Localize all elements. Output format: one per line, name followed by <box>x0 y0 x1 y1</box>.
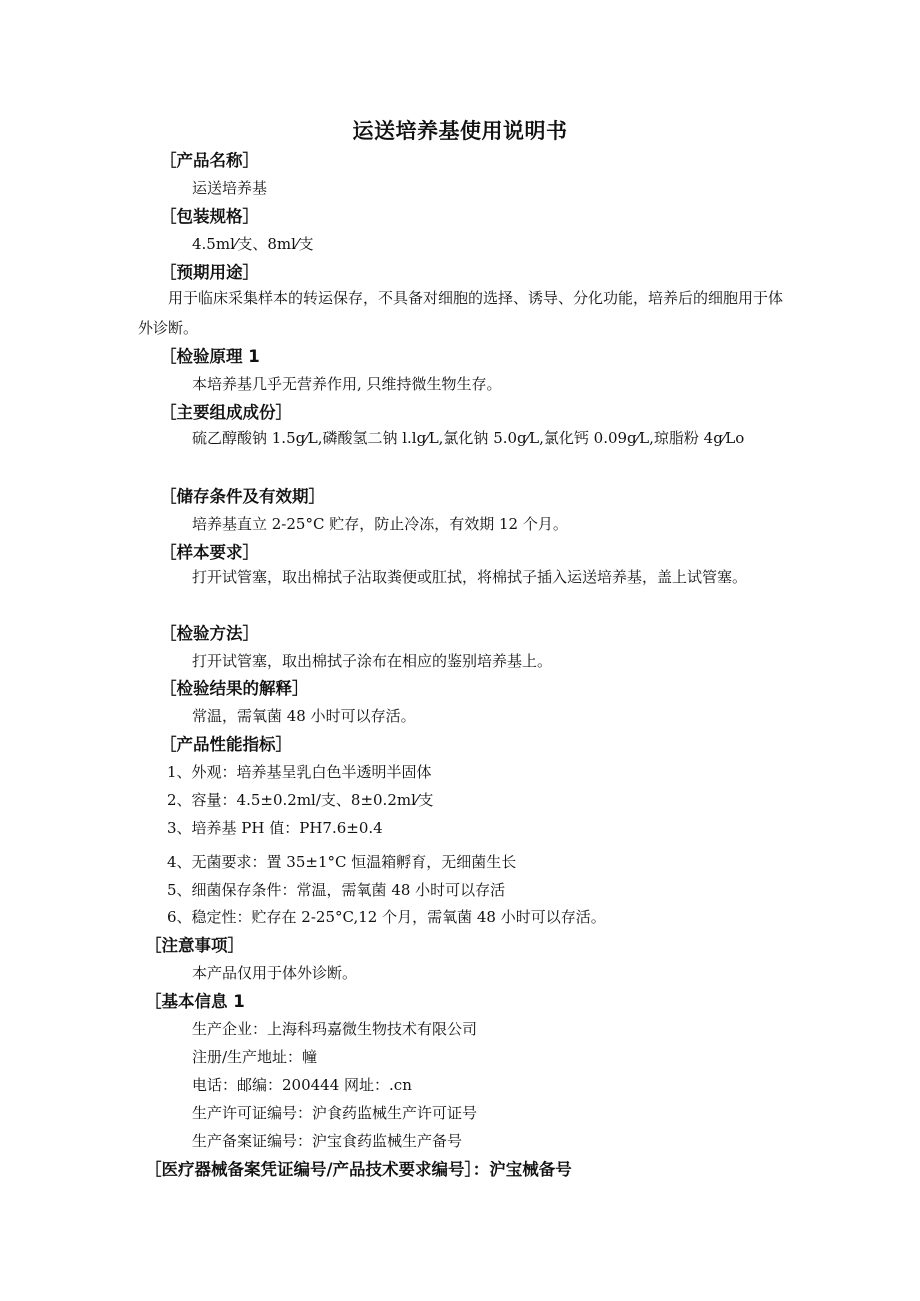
heading-package-spec: ［包装规格］ <box>160 207 259 226</box>
heading-intended-use: ［预期用途］ <box>160 263 259 282</box>
text-product-name: 运送培养基 <box>192 179 268 197</box>
text-principle: 本培养基几乎无营养作用, 只维持微生物生存。 <box>192 375 502 393</box>
info-address: 注册/生产地址：幢 <box>192 1048 318 1066</box>
performance-item: 3、培养基 PH 值：PH7.6±0.4 <box>167 819 383 837</box>
heading-storage: ［储存条件及有效期］ <box>160 487 325 506</box>
info-filing-certificate: 生产备案证编号：沪宝食药监械生产备号 <box>192 1132 463 1150</box>
heading-sample-requirements: ［样本要求］ <box>160 543 259 562</box>
text-result-interpretation: 常温，需氧菌 48 小时可以存活。 <box>192 707 416 725</box>
info-manufacturer: 生产企业：上海科玛嘉微生物技术有限公司 <box>192 1020 478 1038</box>
text-storage: 培养基直立 2-25°C 贮存，防止冷冻，有效期 12 个月。 <box>192 515 568 533</box>
info-production-license: 生产许可证编号：沪食药监械生产许可证号 <box>192 1104 478 1122</box>
heading-composition: ［主要组成成份］ <box>160 403 292 422</box>
heading-principle: ［检验原理 1 <box>160 347 260 366</box>
text-sample-requirements: 打开试管塞，取出棉拭子沾取粪便或肛拭，将棉拭子插入运送培养基，盖上试管塞。 <box>192 568 748 586</box>
heading-device-filing: ［医疗器械备案凭证编号/产品技术要求编号］：沪宝械备号 <box>145 1160 572 1179</box>
text-composition: 硫乙醇酸钠 1.5g⁄L,磷酸氢二钠 l.lg⁄L,氯化钠 5.0g⁄L,氯化钙 0.09g⁄L,琼脂粉 4g⁄Lo <box>192 429 745 447</box>
heading-performance: ［产品性能指标］ <box>160 735 292 754</box>
heading-result-interpretation: ［检验结果的解释］ <box>160 679 309 698</box>
performance-item: 4、无菌要求：置 35±1°C 恒温箱孵育，无细菌生长 <box>167 853 517 871</box>
text-test-method: 打开试管塞，取出棉拭子涂布在相应的鉴别培养基上。 <box>192 652 553 670</box>
performance-item: 2、容量：4.5±0.2ml/支、8±0.2ml⁄支 <box>167 791 434 809</box>
heading-product-name: ［产品名称］ <box>160 151 259 170</box>
heading-basic-info: ［基本信息 1 <box>145 992 245 1011</box>
text-intended-use: 用于临床采集样本的转运保存，不具备对细胞的选择、诱导、分化功能，培养后的细胞用于体外诊断。 <box>138 289 784 337</box>
performance-item: 5、细菌保存条件：常温，需氧菌 48 小时可以存活 <box>167 881 506 899</box>
info-contact: 电话：邮编：200444 网址：.cn <box>192 1076 412 1094</box>
performance-item: 6、稳定性：贮存在 2-25°C,12 个月，需氧菌 48 小时可以存活。 <box>167 908 606 926</box>
heading-notes: ［注意事项］ <box>145 936 244 955</box>
heading-test-method: ［检验方法］ <box>160 624 259 643</box>
text-package-spec: 4.5ml⁄支、8ml⁄支 <box>192 235 314 253</box>
text-notes: 本产品仅用于体外诊断。 <box>192 964 358 982</box>
performance-item: 1、外观：培养基呈乳白色半透明半固体 <box>167 763 432 781</box>
document-title: 运送培养基使用说明书 <box>352 119 568 143</box>
